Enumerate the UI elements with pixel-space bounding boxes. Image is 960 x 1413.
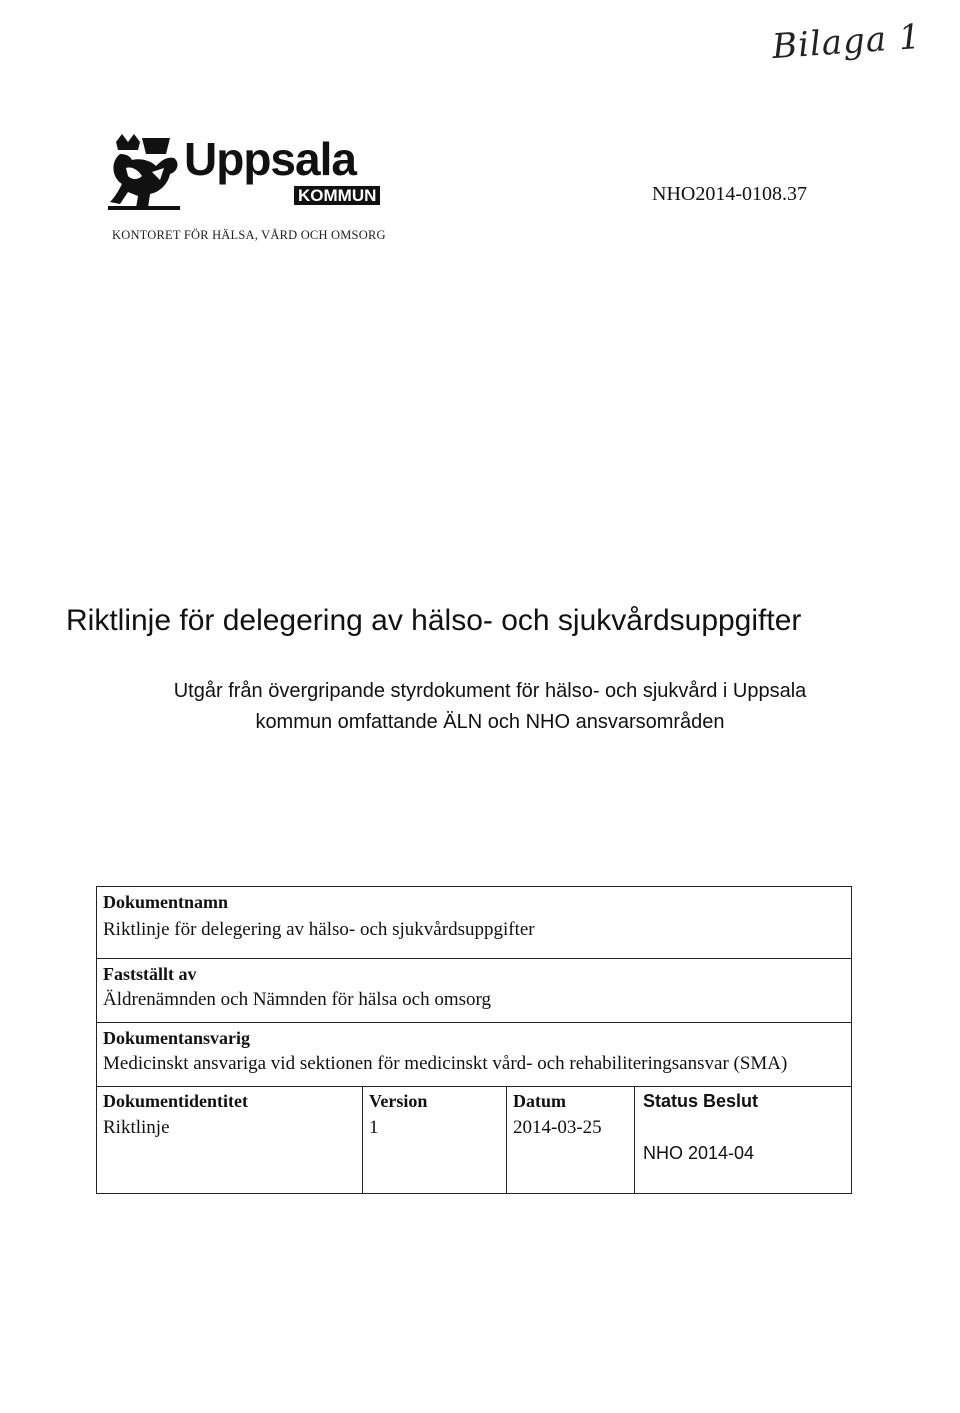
info-cell-identity [97,1087,363,1193]
info-value: Riktlinje för delegering av hälso- och sjukvårdsuppgifter [103,919,535,940]
uppsala-kommun-logo [108,132,377,212]
info-value: 1 [369,1117,379,1138]
document-subtitle [120,676,860,738]
office-name: KONTORET FÖR HÄLSA, VÅRD OCH OMSORG [112,228,386,242]
info-label: Status Beslut [643,1091,759,1111]
info-row-document-name [97,887,851,959]
heraldic-emblem-icon [108,132,180,210]
info-label: Dokumentidentitet [103,1091,248,1111]
info-label: Datum [513,1091,566,1111]
info-label: Dokumentansvarig [103,1028,251,1048]
document-info-table [96,886,852,1194]
document-title: Riktlinje för delegering av hälso- och sjukvårdsuppgifter [66,604,802,637]
logo-subtext: KOMMUN [294,186,380,205]
subtitle-line: kommun omfattande ÄLN och NHO ansvarsområden [255,711,725,733]
info-cell-version [363,1087,507,1193]
info-row-responsible [97,1023,851,1087]
info-label: Dokumentnamn [103,892,229,912]
info-value: NHO 2014-04 [643,1143,755,1163]
info-label: Fastställt av [103,964,197,984]
info-row-established-by [97,959,851,1023]
logo-wordmark: Uppsala [184,133,356,185]
info-value: 2014-03-25 [513,1117,602,1138]
info-label: Version [369,1091,428,1111]
subtitle-line: Utgår från övergripande styrdokument för hälso- och sjukvård i Uppsala [173,680,807,702]
info-cell-date [507,1087,635,1193]
document-number: NHO2014-0108.37 [652,183,807,205]
info-value: Äldrenämnden och Nämnden för hälsa och omsorg [103,989,491,1010]
info-value: Medicinskt ansvariga vid sektionen för medicinskt vård- och rehabiliteringsansvar (SMA) [103,1053,788,1074]
info-value: Riktlinje [103,1117,170,1138]
info-cell-status [635,1087,851,1193]
handwritten-note: Bilaga 1 [770,16,923,68]
info-row-metadata [97,1087,851,1193]
